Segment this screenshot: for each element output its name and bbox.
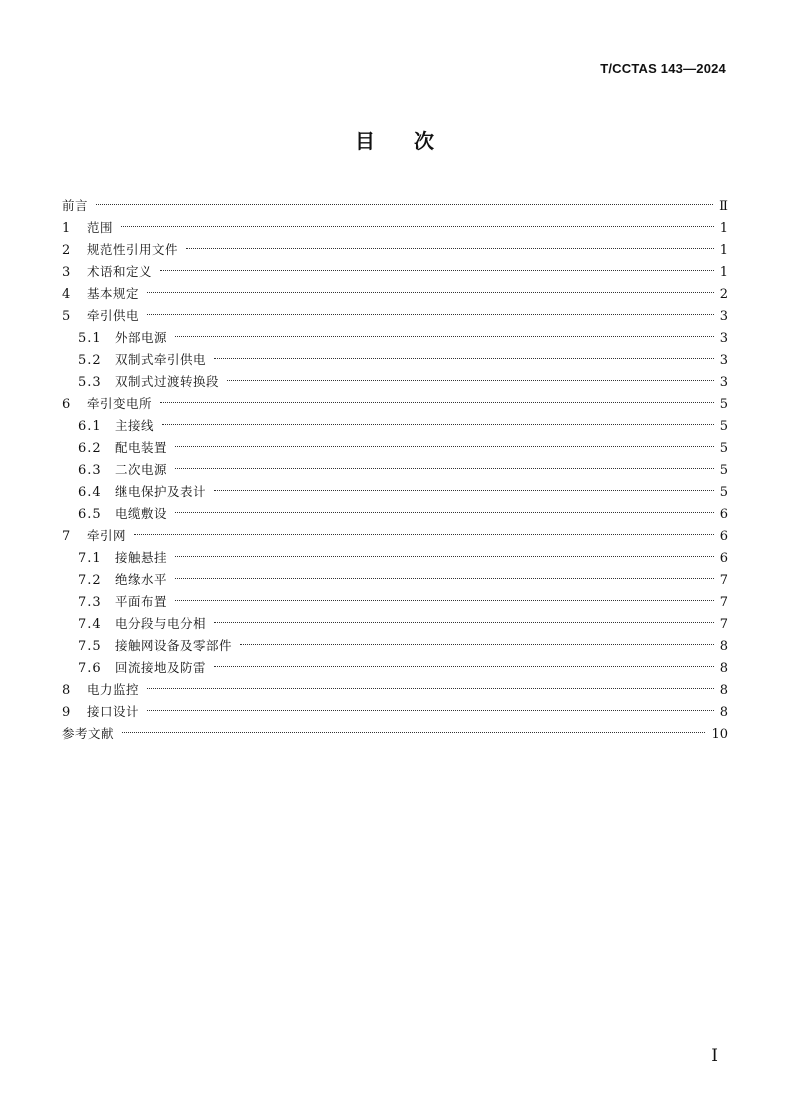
toc-entry-number: 7.1 [78,551,102,566]
toc-leader-dots [147,710,714,711]
toc-entry-label: 牵引网 [87,528,127,543]
toc-entry-label: 继电保护及表计 [115,484,207,499]
toc-entry-number: 7.5 [78,639,102,654]
toc-entry-page: 5 [719,419,728,434]
toc-entry-label: 电缆敷设 [115,506,168,521]
toc-entry[interactable] [62,591,728,613]
toc-entry-number: 6.2 [78,441,102,456]
toc-leader-dots [214,666,714,667]
toc-entry[interactable] [62,393,728,415]
toc-entry-number: 5.2 [78,353,102,368]
toc-leader-dots [227,380,714,381]
toc-entry-label: 规范性引用文件 [87,242,179,257]
toc-title-part1: 目 [355,129,376,153]
toc-entry[interactable] [62,657,728,679]
toc-entry-number: 5 [62,309,72,324]
toc-leader-dots [175,578,714,579]
toc-entry[interactable] [62,349,728,371]
toc-title [0,127,790,155]
toc-leader-dots [175,468,714,469]
toc-entry[interactable] [62,701,728,723]
toc-entry-number: 8 [62,683,72,698]
toc-entry-label: 配电装置 [115,440,168,455]
toc-entry-label: 基本规定 [87,286,140,301]
toc-entry-page: 3 [719,331,728,346]
toc-entry-label: 前言 [62,198,89,213]
toc-entry[interactable] [62,371,728,393]
toc-entry-label: 范围 [87,220,114,235]
toc-leader-dots [147,314,714,315]
toc-entry-number: 6.3 [78,463,102,478]
toc-entry[interactable] [62,503,728,525]
toc-leader-dots [175,600,714,601]
toc-entry[interactable] [62,723,728,745]
toc-entry-number: 6.4 [78,485,102,500]
toc-entry[interactable] [62,217,728,239]
toc-entry-page: 3 [719,353,728,368]
toc-entry[interactable] [62,327,728,349]
toc-leader-dots [214,622,714,623]
toc-entry-label: 回流接地及防雷 [115,660,207,675]
toc-leader-dots [147,292,714,293]
toc-entry-number: 1 [62,221,72,236]
toc-entry-page: 5 [719,397,728,412]
toc-entry-number: 3 [62,265,72,280]
toc-entry-page: 8 [719,705,728,720]
toc-entry-label: 主接线 [115,418,155,433]
toc-entry-page: 1 [719,221,728,236]
toc-entry-label: 双制式过渡转换段 [115,374,220,389]
toc-entry[interactable] [62,635,728,657]
toc-entry-label: 绝缘水平 [115,572,168,587]
toc-entry-label: 二次电源 [115,462,168,477]
toc-entry-page: 10 [711,727,728,742]
toc-entry-page: 3 [719,309,728,324]
toc-leader-dots [186,248,714,249]
toc-leader-dots [175,446,714,447]
toc-entry-number: 6 [62,397,72,412]
toc-entry-page: 7 [719,573,728,588]
toc-entry-label: 术语和定义 [87,264,153,279]
toc-entry[interactable] [62,195,728,217]
toc-entry[interactable] [62,437,728,459]
toc-entry[interactable] [62,459,728,481]
toc-entry-number: 7.4 [78,617,102,632]
toc-entry[interactable] [62,679,728,701]
toc-leader-dots [175,336,714,337]
toc-leader-dots [160,402,714,403]
toc-entry-label: 接触网设备及零部件 [115,638,233,653]
toc-entry-label: 电分段与电分相 [115,616,207,631]
toc-entry[interactable] [62,525,728,547]
toc-entry-page: 6 [719,529,728,544]
toc-entry-page: Ⅱ [719,199,728,214]
toc-entry-number: 9 [62,705,72,720]
toc-list [62,195,728,745]
toc-entry-page: 8 [719,661,728,676]
toc-entry[interactable] [62,239,728,261]
toc-entry-label: 牵引变电所 [87,396,153,411]
toc-entry-page: 7 [719,617,728,632]
toc-leader-dots [214,490,714,491]
toc-entry-number: 7.6 [78,661,102,676]
toc-entry-page: 2 [719,287,728,302]
toc-entry-label: 电力监控 [87,682,140,697]
toc-entry-page: 8 [719,683,728,698]
toc-entry-page: 6 [719,507,728,522]
toc-entry-page: 6 [719,551,728,566]
toc-entry-number: 2 [62,243,72,258]
toc-entry[interactable] [62,415,728,437]
toc-entry-page: 5 [719,441,728,456]
page-number: I [711,1046,718,1066]
toc-entry-label: 平面布置 [115,594,168,609]
toc-entry[interactable] [62,547,728,569]
toc-leader-dots [134,534,714,535]
toc-leader-dots [160,270,714,271]
toc-entry-number: 6.1 [78,419,102,434]
toc-entry-number: 5.3 [78,375,102,390]
toc-entry-label: 外部电源 [115,330,168,345]
toc-leader-dots [240,644,714,645]
toc-entry-number: 7.3 [78,595,102,610]
toc-entry-number: 4 [62,287,72,302]
toc-leader-dots [121,226,714,227]
toc-entry-page: 8 [719,639,728,654]
toc-entry[interactable] [62,613,728,635]
toc-leader-dots [147,688,714,689]
toc-entry-label: 参考文献 [62,726,115,741]
toc-leader-dots [214,358,714,359]
toc-entry-number: 5.1 [78,331,102,346]
toc-entry-page: 1 [719,265,728,280]
toc-leader-dots [175,556,714,557]
toc-entry[interactable] [62,261,728,283]
toc-title-part2: 次 [414,129,435,153]
toc-entry-number: 6.5 [78,507,102,522]
toc-entry-label: 接口设计 [87,704,140,719]
toc-entry-page: 5 [719,485,728,500]
toc-entry-page: 5 [719,463,728,478]
toc-leader-dots [122,732,705,733]
toc-leader-dots [162,424,714,425]
toc-entry[interactable] [62,305,728,327]
toc-entry-number: 7.2 [78,573,102,588]
toc-entry-number: 7 [62,529,72,544]
toc-entry-label: 牵引供电 [87,308,140,323]
document-code: T/CCTAS 143—2024 [600,61,726,76]
toc-leader-dots [175,512,714,513]
toc-entry[interactable] [62,481,728,503]
toc-entry[interactable] [62,569,728,591]
toc-entry[interactable] [62,283,728,305]
toc-entry-page: 3 [719,375,728,390]
toc-entry-page: 1 [719,243,728,258]
toc-entry-label: 接触悬挂 [115,550,168,565]
toc-entry-label: 双制式牵引供电 [115,352,207,367]
toc-leader-dots [96,204,713,205]
toc-entry-page: 7 [719,595,728,610]
